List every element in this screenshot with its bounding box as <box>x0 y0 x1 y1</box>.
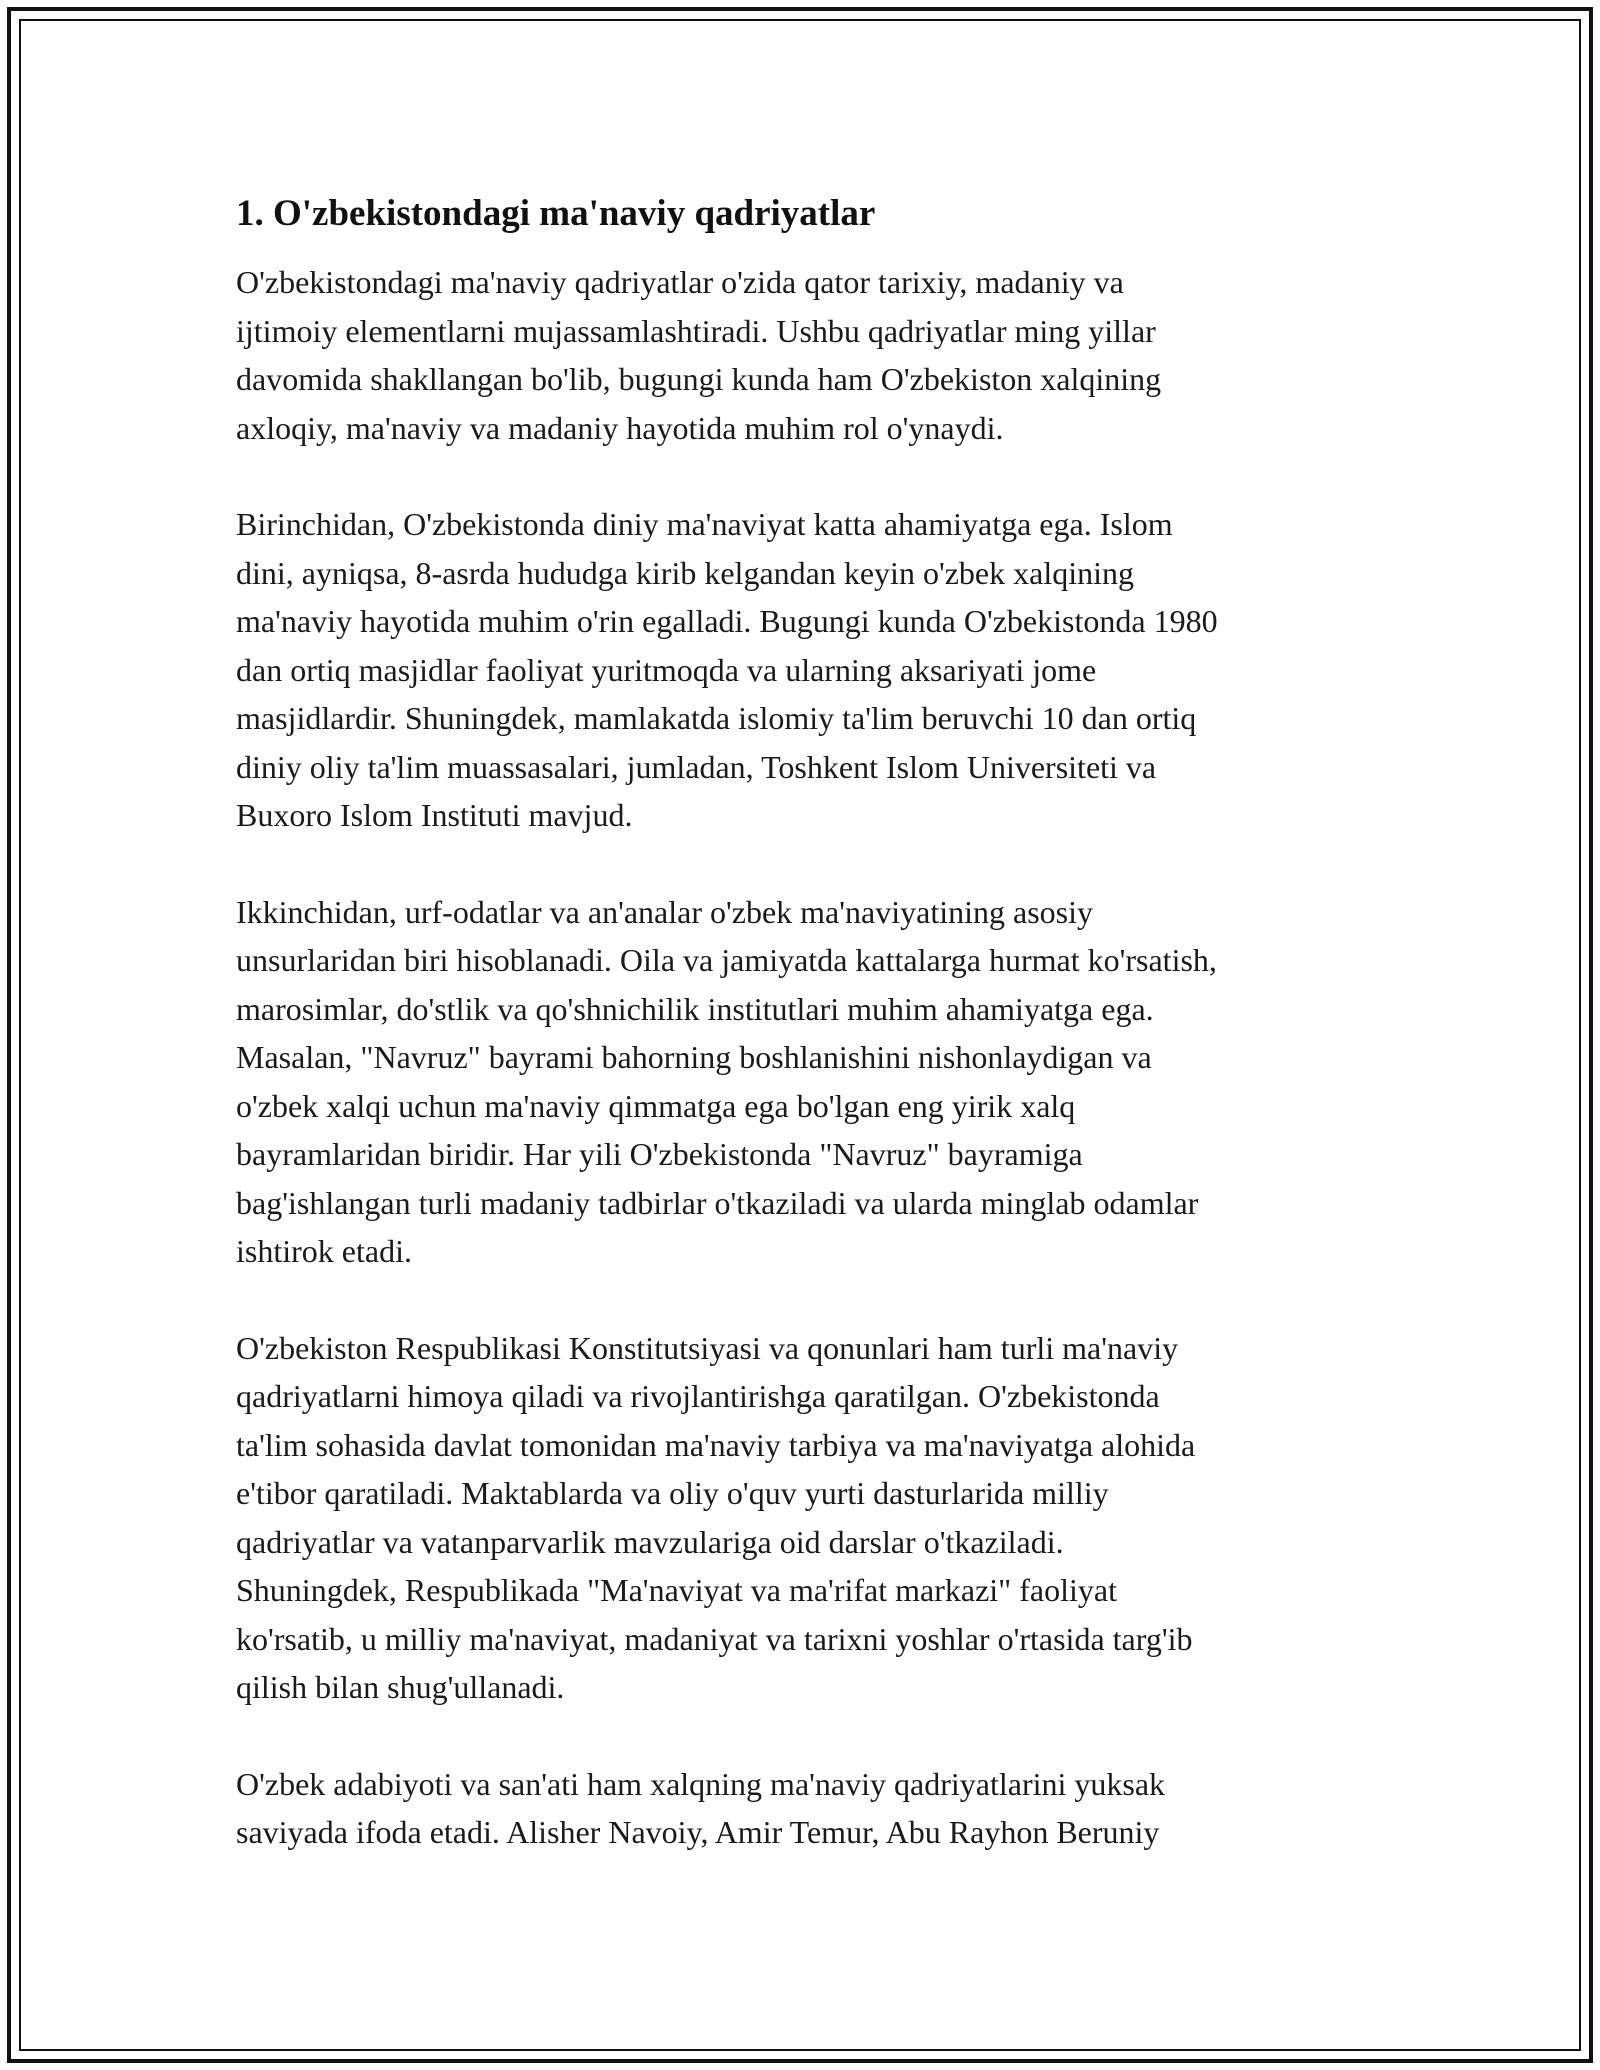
document-body <box>236 188 1366 1905</box>
paragraph-intro: O'zbekistondagi ma'naviy qadriyatlar o'zida qator tarixiy, madaniy va ijtimoiy elementlarni mujassamlashtiradi. Ushbu qadriyatlar ming yillar davomida shakllangan bo'lib, bugungi kunda ham O'zbekiston xalqining axloqiy, ma'naviy va madaniy hayotida muhim rol o'ynaydi. <box>236 264 1162 446</box>
paragraph-religion: Birinchidan, O'zbekistonda diniy ma'naviyat katta ahamiyatga ega. Islom dini, ayniqsa, 8-asrda hududga kirib kelgandan keyin o'zbek xalqining ma'naviy hayotida muhim o'rin egalladi. Bugungi kunda O'zbekistonda 1980 dan ortiq masjidlar faoliyat yuritmoqda va ularning aksariyati jome masjidlardir. Shuningdek, mamlakatda islomiy ta'lim beruvchi 10 dan ortiq diniy oliy ta'lim muassasalari, jumladan, Toshkent Islom Universiteti va Buxoro Islom Instituti mavjud. <box>236 506 1218 833</box>
paragraph-constitution: O'zbekiston Respublikasi Konstitutsiyasi va qonunlari ham turli ma'naviy qadriyatlarni himoya qiladi va rivojlantirishga qaratilgan. O'zbekistonda ta'lim sohasida davlat tomonidan ma'naviy tarbiya va ma'naviyatga alohida e'tibor qaratiladi. Maktablarda va oliy o'quv yurti dasturlarida milliy qadriyatlar va vatanparvarlik mavzulariga oid darslar o'tkaziladi. Shuningdek, Respublikada "Ma'naviyat va ma'rifat markazi" faoliyat ko'rsatib, u milliy ma'naviyat, madaniyat va tarixni yoshlar o'rtasida targ'ib qilish bilan shug'ullanadi. <box>236 1329 1196 1705</box>
paragraph-literature: O'zbek adabiyoti va san'ati ham xalqning ma'naviy qadriyatlarini yuksak saviyada ifoda etadi. Alisher Navoiy, Amir Temur, Abu Rayhon Beruniy <box>236 1765 1166 1850</box>
section-heading: 1. O'zbekistondagi ma'naviy qadriyatlar <box>236 193 876 234</box>
paragraph-traditions: Ikkinchidan, urf-odatlar va an'analar o'zbek ma'naviyatining asosiy unsurlaridan biri hisoblanadi. Oila va jamiyatda kattalarga hurmat ko'rsatish, marosimlar, do'stlik va qo'shnichilik institutlari muhim ahamiyatga ega. Masalan, "Navruz" bayrami bahorning boshlanishini nishonlaydigan va o'zbek xalqi uchun ma'naviy qimmatga ega bo'lgan eng yirik xalq bayramlaridan biridir. Har yili O'zbekistonda "Navruz" bayramiga bag'ishlangan turli madaniy tadbirlar o'tkaziladi va ularda minglab odamlar ishtirok etadi. <box>236 893 1217 1269</box>
